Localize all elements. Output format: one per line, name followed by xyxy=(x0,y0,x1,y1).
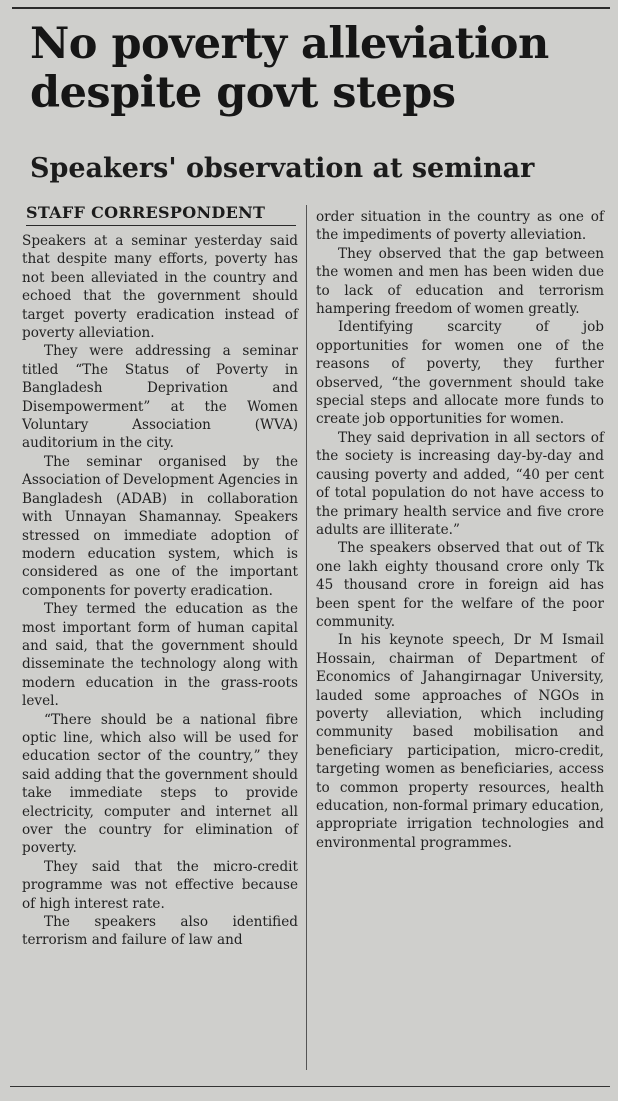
paragraph: The speakers observed that out of Tk one lakh eighty thousand crore only Tk 45 thousand crore in foreign aid has been spent for the welfare of the poor community. xyxy=(316,540,604,630)
bottom-rule xyxy=(10,1086,610,1087)
paragraph: order situation in the country as one of the impediments of poverty alleviation. xyxy=(316,209,604,244)
paragraph: They said that the micro-credit programme was not effective because of high interest rate. xyxy=(22,858,298,912)
paragraph: Identifying scarcity of job opportunities for women one of the reasons of poverty, they further observed, “the government should take special steps and allocate more funds to create job opportunities for women. xyxy=(316,319,604,428)
paragraph: “There should be a national fibre optic line, which also will be used for education sector of the country,” they said adding that the government should take immediate steps to provide electricity, computer and internet all over the country for elimination of poverty. xyxy=(22,711,298,857)
subheadline: Speakers' observation at seminar xyxy=(30,153,535,184)
paragraph: They observed that the gap between the women and men has been widen due to lack of education and terrorism hampering freedom of women greatly. xyxy=(316,245,604,318)
article-column-right xyxy=(316,208,604,852)
paragraph: They termed the education as the most important form of human capital and said, that the government should disseminate the technology along with modern education in the grass-roots level. xyxy=(22,601,298,710)
top-rule xyxy=(12,7,610,9)
paragraph: In his keynote speech, Dr M Ismail Hossain, chairman of Department of Economics of Jahangirnagar University, lauded some approaches of NGOs in poverty alleviation, which including community based mobilisation and beneficiary participation, micro-credit, targeting women as beneficiaries, access to common property resources, health education, non-formal primary education, appropriate irrigation technologies and environmental programmes. xyxy=(316,632,604,851)
paragraph: The speakers also identified terrorism and failure of law and xyxy=(22,914,298,949)
byline: STAFF CORRESPONDENT xyxy=(26,203,296,226)
headline: No poverty alleviation despite govt steps xyxy=(30,19,549,118)
paragraph: They were addressing a seminar titled “The Status of Poverty in Bangladesh Deprivation and Disempowerment” at the Women Voluntary Association (WVA) auditorium in the city. xyxy=(22,343,298,452)
article-column-left xyxy=(22,232,298,950)
column-divider xyxy=(306,205,307,1070)
paragraph: The seminar organised by the Association of Development Agencies in Bangladesh (ADAB) in collaboration with Unnayan Shamannay. Speakers stressed on immediate adoption of modern education system, which is considered as one of the important components for poverty eradication. xyxy=(22,453,298,599)
paragraph: They said deprivation in all sectors of the society is increasing day-by-day and causing poverty and added, “40 per cent of total population do not have access to the primary health service and five crore adults are illiterate.” xyxy=(316,429,604,538)
paragraph: Speakers at a seminar yesterday said that despite many efforts, poverty has not been alleviated in the country and echoed that the government should target poverty eradication instead of poverty alleviation. xyxy=(22,233,298,342)
